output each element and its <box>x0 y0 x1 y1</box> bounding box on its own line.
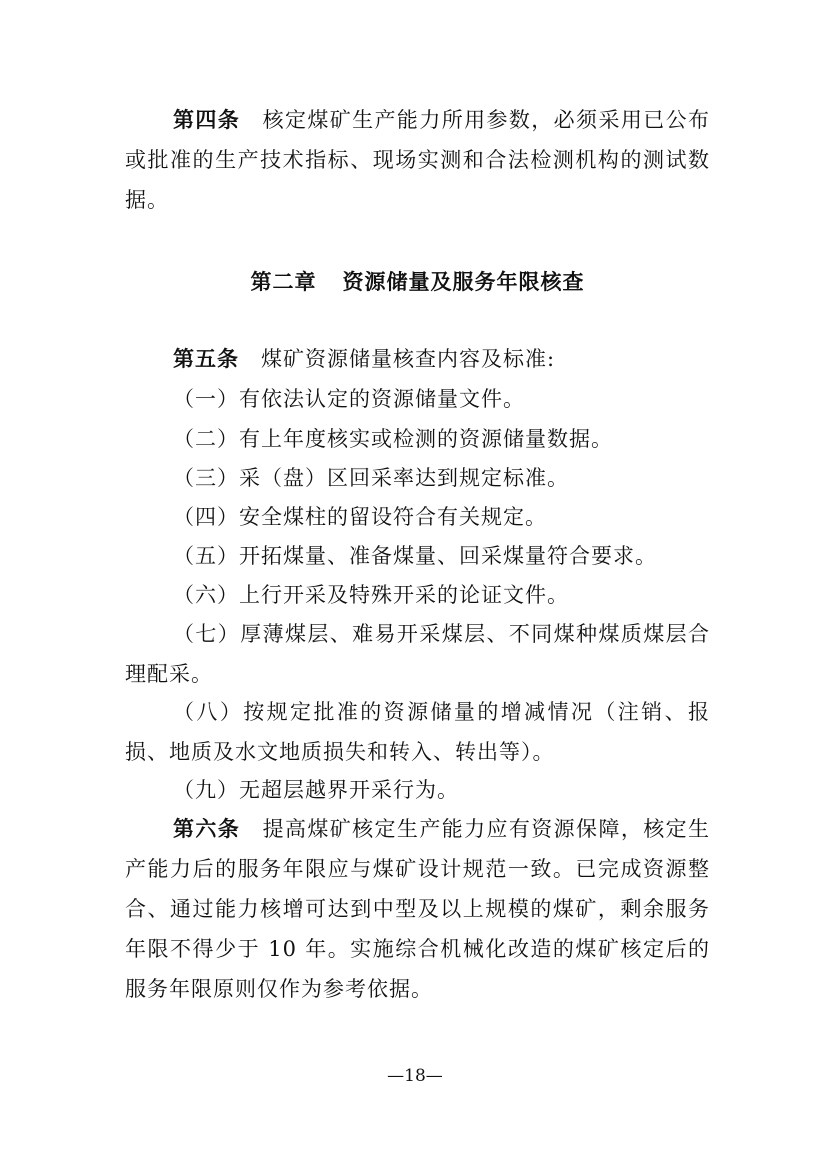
list-item: （五）开拓煤量、准备煤量、回采煤量符合要求。 <box>173 544 657 568</box>
chapter-title: 资源储量及服务年限核查 <box>342 270 585 294</box>
chapter-number: 第二章 <box>250 270 317 294</box>
list-item: （三）采（盘）区回采率达到规定标准。 <box>173 466 569 490</box>
chapter-heading <box>125 262 710 302</box>
article-6-label: 第六条 <box>173 817 241 841</box>
list-item: （一）有依法认定的资源储量文件。 <box>173 387 525 411</box>
article-6-text: 提高煤矿核定生产能力应有资源保障，核定生产能力后的服务年限应与煤矿设计规范一致。已完成资源整合、通过能力核增可达到中型及以上规模的煤矿，剩余服务年限不得少于 10 年。实施综合机械化改造的煤矿核定后的服务年限原则仅作为参考依据。 <box>125 817 711 1001</box>
list-item: （六）上行开采及特殊开采的论证文件。 <box>173 583 569 607</box>
article-6-paragraph <box>125 809 710 1009</box>
list-item: （四）安全煤柱的留设符合有关规定。 <box>173 505 547 529</box>
article-5-text: 煤矿资源储量核查内容及标准: <box>261 347 556 371</box>
article-5-label: 第五条 <box>173 347 239 371</box>
article-4-text: 核定煤矿生产能力所用参数，必须采用已公布或批准的生产技术指标、现场实测和合法检测机构的测试数据。 <box>125 108 711 212</box>
article-4-paragraph <box>125 100 710 220</box>
article-4-label: 第四条 <box>173 108 241 132</box>
list-item: （九）无超层越界开采行为。 <box>173 778 459 802</box>
list-item: （八）按规定批准的资源储量的增减情况（注销、报损、地质及水文地质损失和转入、转出等）。 <box>125 700 710 764</box>
page-number: —18— <box>387 1066 443 1086</box>
article-5-paragraph <box>125 339 710 379</box>
list-item: （七）厚薄煤层、难易开采煤层、不同煤种煤质煤层合理配采。 <box>125 622 710 686</box>
list-item: （二）有上年度核实或检测的资源储量数据。 <box>173 427 613 451</box>
